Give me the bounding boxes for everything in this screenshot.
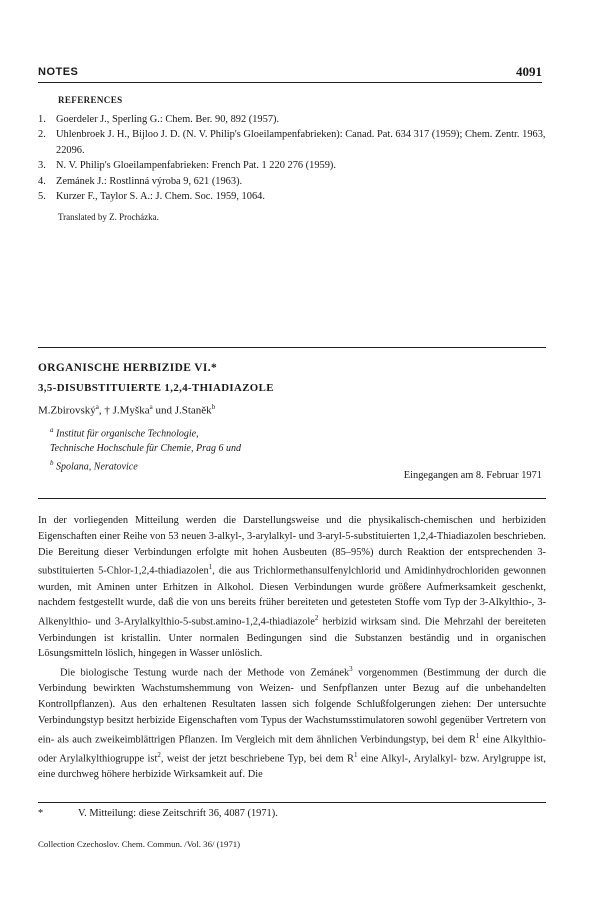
article-title: ORGANISCHE HERBIZIDE VI.* xyxy=(38,362,218,374)
affil-a-mark: a xyxy=(50,426,54,434)
citation-1: 1 xyxy=(208,563,213,572)
footnote xyxy=(38,808,546,819)
affil-a-line2: Technische Hochschule für Chemie, Prag 6 und xyxy=(50,443,241,455)
footnote-text: V. Mitteilung: diese Zeitschrift 36, 4087 (1971). xyxy=(78,808,278,819)
translator-credit: Translated by Z. Procházka. xyxy=(58,212,159,222)
reference-text: Kurzer F., Taylor S. A.: J. Chem. Soc. 1959, 1064. xyxy=(56,191,265,203)
footnote-mark: * xyxy=(38,808,44,819)
para1-text-3: herbizid wirksam sind. Die Mehrzahl der bereiteten Verbindungen ist kristallin. Unter normalen Bedingungen sind die Substanzen beständig und in organischen Lösungsmitteln löslich, hingegen in Wasser unlöslich. xyxy=(38,616,546,660)
reference-item xyxy=(38,158,546,173)
author-1-affil-mark: a xyxy=(95,403,99,411)
reference-number: 1. xyxy=(38,114,46,125)
citation-3: 3 xyxy=(349,665,353,674)
article-subtitle: 3,5-DISUBSTITUIERTE 1,2,4-THIADIAZOLE xyxy=(38,382,274,394)
article-body xyxy=(38,513,546,783)
section-divider xyxy=(38,347,546,348)
para2-text-1: Die biologische Testung wurde nach der Methode von Zemánek xyxy=(60,667,350,679)
para2-text-3: eine Alkylthio- oder Arylalkylthiogruppe ist xyxy=(38,734,547,765)
reference-text: Zemánek J.: Rostlinná výroba 9, 621 (1963). xyxy=(56,175,243,187)
running-header xyxy=(38,64,542,83)
paragraph-1 xyxy=(38,513,546,662)
references-heading: REFERENCES xyxy=(58,95,123,105)
reference-number: 2. xyxy=(38,129,46,141)
author-3: und J.Staněk xyxy=(152,404,212,417)
affil-b-mark: b xyxy=(50,459,54,468)
author-line xyxy=(38,403,215,417)
reference-item xyxy=(38,127,546,158)
received-date: Eingegangen am 8. Februar 1971 xyxy=(403,470,542,481)
reference-list xyxy=(38,112,546,204)
citation-2: 2 xyxy=(314,614,319,623)
citation-2b: 2 xyxy=(157,751,161,760)
reference-text: Goerdeler J., Sperling G.: Chem. Ber. 90, 892 (1957). xyxy=(56,114,280,125)
r1-superscript-b: 1 xyxy=(353,751,358,760)
para2-text-2: vorgenommen (Bestimmung der durch die Verbindung bewirkten Wachstumshemmung von Weizen- und Senfpflanzen unter Bezug auf die unbehandelten Kontrollpflanzen). Aus den erhaltenen Resultaten lassen sich folgende Schlußfolgerungen ziehen: Der untersuchte Verbindungstyp besitzt herbizide Eigenschaften vom Typus der Wachstumsstimulatoren sowohl gegenüber Vertretern von ein- als auch zweikeimblättrigen Pflanzen. Im Vergleich mit dem ähnlichen Verbindungstyp, bei dem R xyxy=(38,667,546,746)
reference-text: Uhlenbroek J. H., Bijloo J. D. (N. V. Philip's Gloeilampenfabrieken): Canad. Pat. 634 317 (1959); Chem. Zentr. 1963, 22096. xyxy=(56,129,546,156)
reference-number: 4. xyxy=(38,175,46,187)
journal-citation: Collection Czechoslov. Chem. Commun. /Vol. 36/ (1971) xyxy=(38,839,241,849)
affil-a-line1: Institut für organische Technologie, xyxy=(53,428,199,440)
page-number: 4091 xyxy=(516,64,542,79)
reference-number: 5. xyxy=(38,191,46,203)
header-divider xyxy=(38,498,546,499)
affiliations xyxy=(50,423,241,475)
author-1: M.Zbirovský xyxy=(38,404,96,417)
para2-text-4: , weist der jetzt beschriebene Typ, bei dem R xyxy=(160,753,354,765)
affiliation-b xyxy=(50,456,241,474)
para2-text-5: eine Alkyl-, Arylalkyl- bzw. Arylgruppe ist, eine durchweg höhere herbizide Wirksamkeit auf. Die xyxy=(38,753,546,781)
affiliation-a xyxy=(50,423,241,441)
affil-b-line: Spolana, Neratovice xyxy=(53,461,138,473)
author-2-affil-mark: a xyxy=(149,403,153,411)
r1-superscript: 1 xyxy=(475,731,480,740)
reference-item xyxy=(38,189,546,204)
reference-text: N. V. Philip's Gloeilampenfabrieken: French Pat. 1 220 276 (1959). xyxy=(56,160,336,172)
author-2: , † J.Myška xyxy=(98,404,150,417)
section-label: NOTES xyxy=(38,66,79,78)
paragraph-2 xyxy=(38,662,546,783)
reference-number: 3. xyxy=(38,160,46,172)
reference-item xyxy=(38,174,546,189)
author-3-affil-mark: b xyxy=(211,403,216,411)
reference-item xyxy=(38,112,546,127)
para1-text-1: In der vorliegenden Mitteilung werden die Darstellungsweise und die physikalisch-chemischen und herbiziden Eigenschaften einer Reihe von 53 neuen 3-alkyl-, 3-arylalkyl- und 3-aryl-5-substituierten 1,2,4-Thiadiazolen beschrieben. Die Bereitung dieser Verbindungen erfolgte mit hohen Ausbeuten (85–95%) durch Reaktion der entsprechenden 3-substituierten 5-Chlor-1,2,4-thiadiazolen xyxy=(38,515,546,577)
para1-text-2: , die aus Trichlormethansulfenylchlorid und Amidinhydrochloriden gewonnen wurden, mit Aminen unter Erhitzen in Alkohol. Diesen Verbindungen wurde größere Aufmerksamkeit geschenkt, nachdem festgestellt wurde, daß die von uns bereits früher bereiteten und getesteten Stoffe vom Typ der 3-Alkylthio-, 3-Alkenylthio- und 3-Arylalkylthio-5-subst.amino-1,2,4-thiadiazole xyxy=(38,565,546,628)
footnote-divider xyxy=(38,802,546,803)
